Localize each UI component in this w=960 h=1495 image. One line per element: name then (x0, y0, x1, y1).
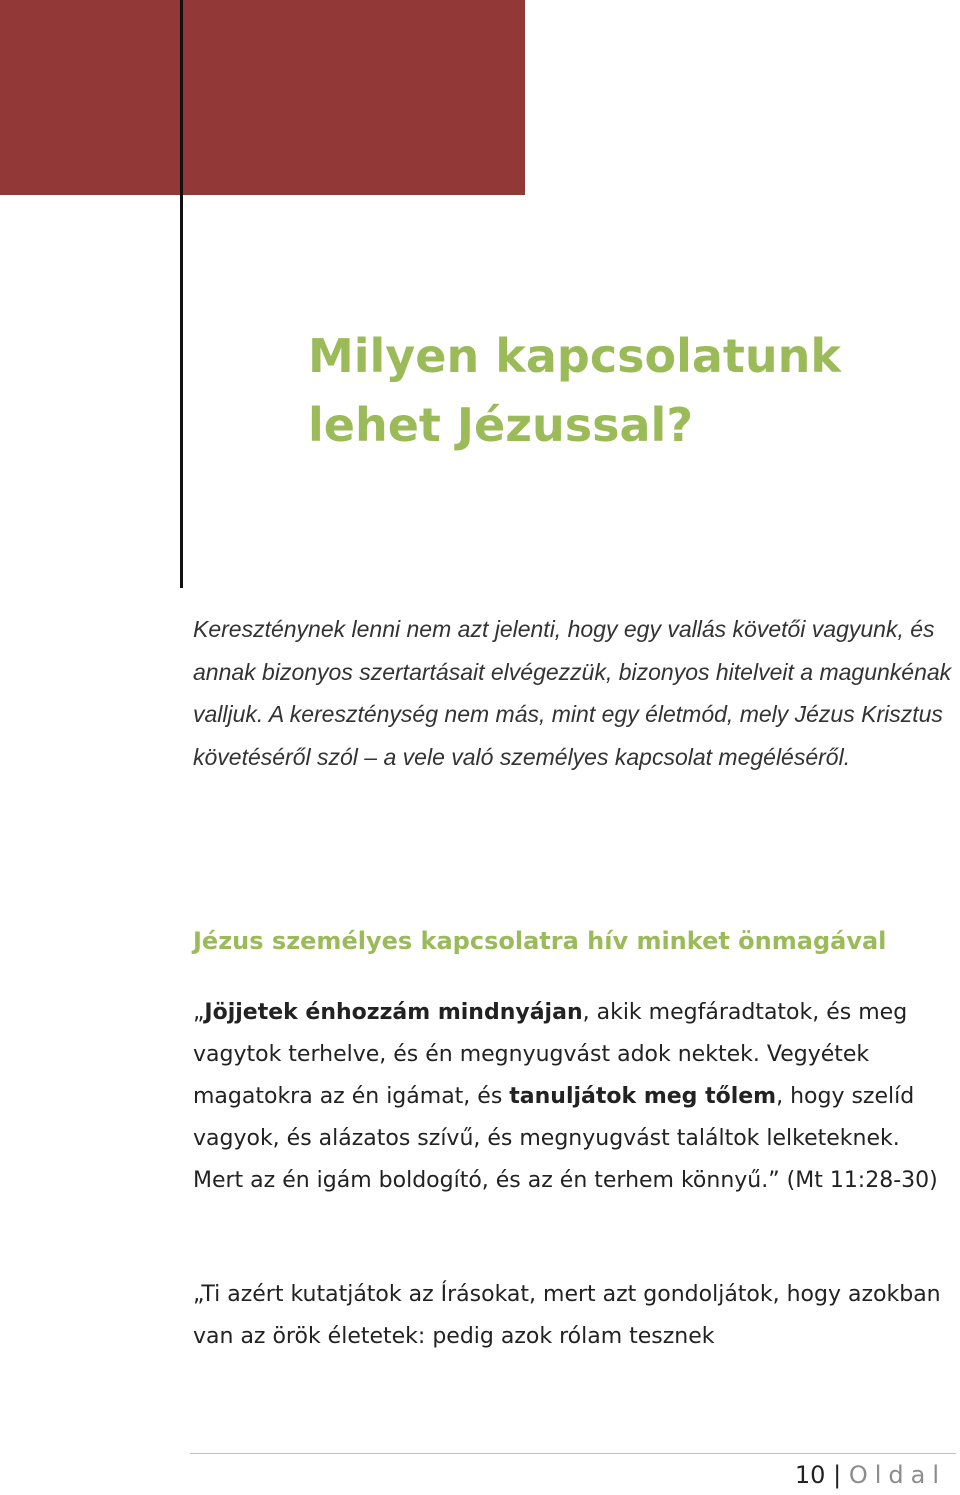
page-title-line-1: Milyen kapcsolatunk (308, 329, 841, 383)
quote-reference: (Mt 11:28-30) (779, 1168, 938, 1193)
page-label: Oldal (848, 1461, 946, 1489)
quote-emphasis-2: tanuljátok meg tőlem (509, 1084, 777, 1109)
quote-close-mark: ” (768, 1168, 780, 1193)
page-footer (795, 1455, 946, 1495)
page-title-line-2: lehet Jézussal? (308, 398, 694, 452)
page-title (308, 322, 948, 460)
quote-emphasis-1: Jöjjetek énhozzám mindnyájan (204, 1000, 583, 1025)
page-number: 10 (794, 1461, 826, 1489)
intro-paragraph: Kereszténynek lenni nem azt jelenti, hogy egy vallás követői vagyunk, és annak bizonyos szertartásait elvégezzük, bizonyos hitelveit a magunkénak valljuk. A kereszténység nem más, mint egy életmód, mely Jézus Krisztus követéséről szól – a vele való személyes kapcsolat megéléséről. (193, 616, 952, 770)
section-heading: Jézus személyes kapcsolatra hív minket önmagával (193, 927, 887, 955)
bible-quote-matthew (193, 992, 955, 1202)
quote-open-mark: „ (193, 1000, 205, 1025)
quote-text-2: , hogy szelíd vagyok, és alázatos szívű, és megnyugvást találtok lelketeknek. Mert az én igám boldogító, és az én terhem könnyű. (193, 1084, 915, 1193)
decorative-vertical-line (180, 0, 183, 588)
header-color-block (0, 0, 525, 195)
quote-text-1: , akik megfáradtatok, és meg vagytok terhelve, és én megnyugvást adok nektek. Vegyétek magatokra az én igámat, és (193, 1000, 908, 1109)
bible-quote-john: „Ti azért kutatjátok az Írásokat, mert azt gondoljátok, hogy azokban van az örök életetek: pedig azok rólam tesznek (193, 1282, 941, 1349)
footer-separator: | (833, 1461, 842, 1489)
footer-divider (190, 1453, 956, 1454)
